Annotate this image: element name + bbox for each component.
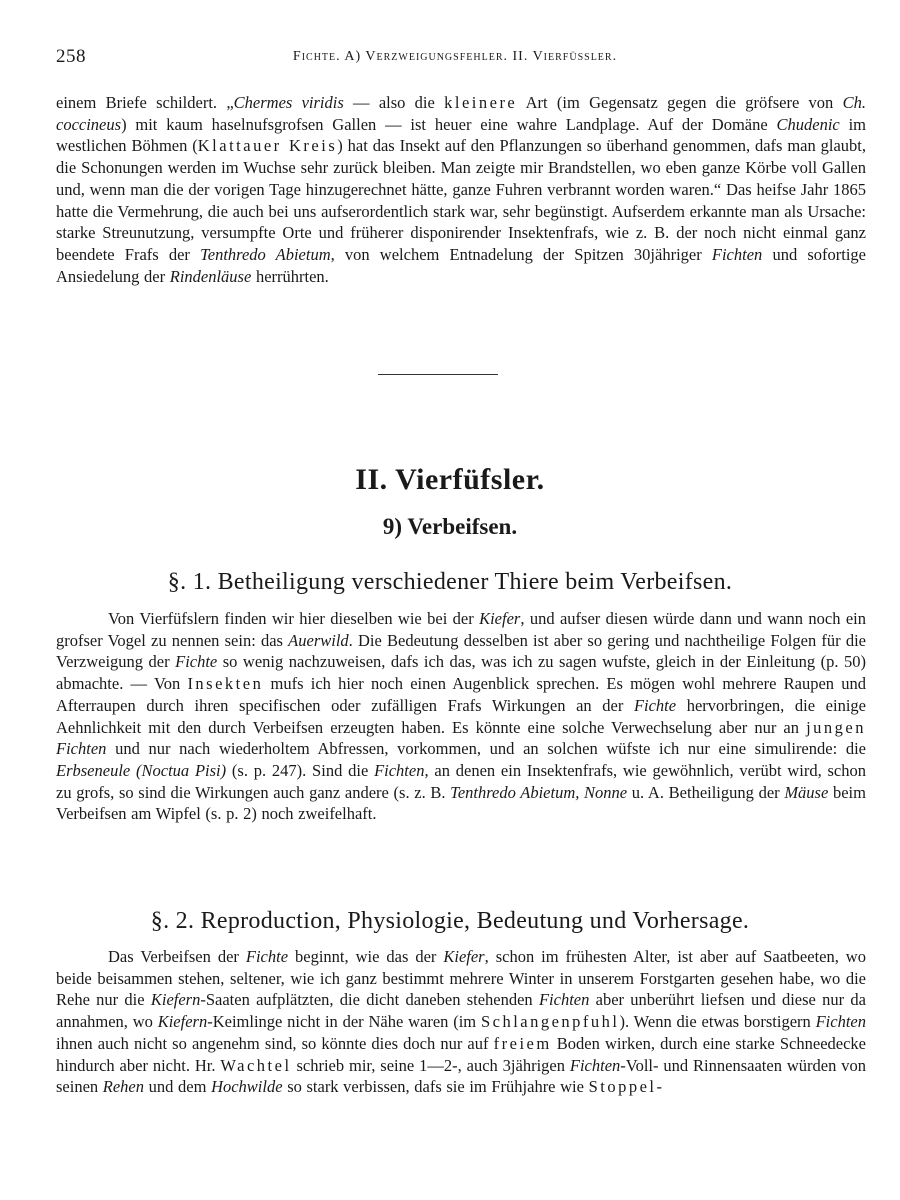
text-run: einem Briefe schildert. „ [56, 93, 234, 112]
text-run: (s. p. 247). Sind die [226, 760, 375, 780]
italic-term: Tenthredo Abietum, Nonne [450, 782, 628, 802]
spaced-term: Stoppel- [588, 1077, 665, 1097]
italic-term: Rindenläuse [169, 266, 252, 286]
text-run: beginnt, wie das der [288, 947, 444, 966]
text-run: u. A. Betheiligung der [627, 782, 785, 802]
text-run: ) hat das Insekt auf den Pflanzungen so überhand genommen, dafs man glaubt, die Schonungen werden im Wuchse sehr zurück bleiben. Man zeigte mir Brandstellen, wo eben ganze Körbe voll Gallen und, wenn man die der vorigen Tage hinzugerechnet hätte, ganze Fuhren verbrannt worden waren.“ Das heifse Jahr 1865 hatte die Vermehrung, die auch bei uns aufserordentlich stark war, sehr begünstigt. Aufserdem erkannte man als Ursache: starke Streunutzung, versumpfte Orte und früherer disponirender Insektenfrafs, wie z. B. der noch nicht einmal ganz beendete Frafs der [56, 136, 867, 264]
chapter-title: II. Vierfüfsler. [355, 463, 545, 496]
text-run: Art (im Gegensatz gegen die gröfsere von [517, 93, 843, 112]
page-header [50, 46, 860, 70]
text-run: ) mit kaum haselnufsgrofsen Gallen — ist heuer eine wahre Landplage. Auf der Domäne [121, 114, 777, 134]
spaced-term: kleinere [444, 93, 518, 112]
italic-term: Fichte [245, 947, 289, 966]
text-run: mufs ich hier noch einen Augenblick sprechen. Es mögen wohl mehrere Raupen und Afterraupen durch ihren specifischen oder zufälligen Frafs Wirkungen an der [56, 674, 866, 715]
text-run: aber unberührt liefsen und diese nur da annahmen, wo [56, 990, 866, 1032]
spaced-term: freiem [493, 1033, 552, 1053]
italic-term: Chudenic [776, 114, 840, 134]
text-run: Boden wirken, durch eine starke Schneedecke hindurch aber nicht. Hr. [56, 1033, 866, 1075]
text-run: hervorbringen, die einige Aehnlichkeit mit den durch Verbeifsen erzeugten haben. Es könnte eine solche Verwechselung aber nur an [56, 695, 866, 737]
text-run: und dem [144, 1077, 212, 1097]
running-head: Fichte. A) Verzweigungsfehler. II. Vierfüssler. [292, 49, 618, 64]
intro-text [56, 92, 866, 287]
text-run: beim Verbeifsen am Wipfel (s. p. 2) noch zweifelhaft. [56, 782, 866, 824]
spaced-term: Klattauer Kreis [197, 136, 338, 156]
italic-term: Kiefern [157, 1012, 208, 1032]
text-run: , an denen ein Insektenfrafs, wie gewöhnlich, verübt wird, schon zu grofs, so sind die Wirkungen auch ganz andere (s. z. B. [56, 760, 866, 802]
italic-term: Auerwild [288, 630, 349, 650]
text-run: -Saaten aufplätzten, die dicht daneben stehenden [200, 990, 539, 1010]
spaced-term: jungen [806, 717, 866, 737]
text-run: . Die Bedeutung desselben ist aber so gering und nachtheilige Folgen für die Verzweigung der [56, 630, 866, 672]
page-number: 258 [56, 46, 86, 67]
italic-term: Rehen [102, 1077, 145, 1097]
text-run: im westlichen Böhmen ( [56, 114, 867, 156]
text-run: — also die [343, 93, 445, 112]
italic-term: Fichten [569, 1055, 621, 1075]
paragraph-heading-1: §. 1. Betheiligung verschiedener Thiere beim Verbeifsen. [167, 569, 733, 595]
italic-term: Ch. coccineus [56, 93, 866, 134]
text-run: schrieb mir, seine 1—2-, auch 3jährigen [291, 1055, 570, 1075]
italic-term: Fichten [815, 1012, 866, 1032]
spaced-term: Schlangenpfuhl [480, 1012, 620, 1032]
intro-paragraph [56, 92, 866, 287]
italic-term: Fichten [374, 760, 425, 780]
text-run: -Keimlinge nicht in der Nähe waren (im [207, 1012, 481, 1032]
italic-term: Fichten [56, 739, 107, 759]
text-run: , von welchem Entnadelung der Spitzen 30jähriger [330, 244, 712, 264]
spaced-term: Insekten [187, 674, 264, 694]
section2-paragraph [56, 946, 866, 1098]
italic-term: Chermes viridis [233, 93, 344, 112]
italic-term: Kiefer [443, 947, 485, 966]
section2-text [56, 946, 866, 1098]
text-run: und sofortige Ansiedelung der [56, 244, 867, 286]
text-run: und nur nach wiederholtem Abfressen, vorkommen, und an solchen wüfste ich nur eine simulirende: die [106, 739, 866, 759]
italic-term: Erbseneule (Noctua Pisi) [56, 760, 227, 780]
text-run: herrührten. [251, 266, 329, 286]
spaced-term: Wachtel [220, 1055, 292, 1075]
section1-paragraph [56, 608, 866, 825]
italic-term: Fichten [711, 244, 763, 264]
text-run: , und aufser diesen würde dann und wann noch ein grofser Vogel zu nennen sein: das [56, 609, 866, 650]
italic-term: Fichte [175, 652, 218, 672]
text-run: ). Wenn die etwas borstigern [619, 1012, 816, 1032]
italic-term: Kiefern [150, 990, 201, 1010]
text-run: so wenig nachzuweisen, dafs ich das, was ich zu sagen wufste, gleich in der Einleitung (p. 50) abmachte. — Von [56, 652, 866, 694]
text-run: so stark verbissen, dafs sie im Frühjahre wie [282, 1077, 589, 1097]
section-title: 9) Verbeifsen. [382, 514, 518, 539]
text-run: Das Verbeifsen der [108, 947, 246, 966]
italic-term: Tenthredo Abietum [200, 244, 331, 264]
section1-text [56, 608, 866, 825]
text-run: Von Vierfüfslern finden wir hier dieselben wie bei der [108, 609, 480, 628]
italic-term: Fichten [538, 990, 590, 1010]
italic-term: Kiefer [479, 609, 521, 628]
text-run: , schon im frühesten Alter, ist aber auf Saatbeeten, wo beide beisammen stehen, seltener, wie ich ganz bestimmt mehrere Winter in unserem Forstgarten gesehen habe, wo die Rehe nur die [56, 947, 866, 1010]
text-run: -Voll- und Rinnensaaten würden von seinen [56, 1055, 866, 1097]
section-divider [378, 374, 498, 375]
text-run: ihnen auch nicht so angenehm sind, so könnte dies doch nur auf [56, 1033, 494, 1053]
italic-term: Mäuse [784, 782, 829, 802]
paragraph-heading-2: §. 2. Reproduction, Physiologie, Bedeutung und Vorhersage. [150, 908, 750, 934]
italic-term: Hochwilde [211, 1077, 283, 1097]
italic-term: Fichte [633, 695, 677, 715]
